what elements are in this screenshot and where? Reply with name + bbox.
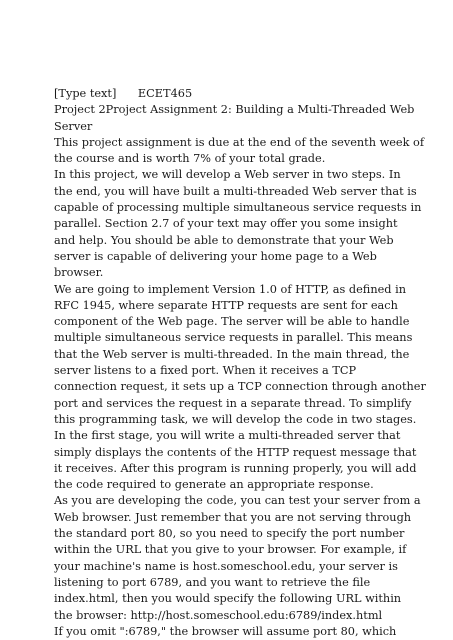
text-line: As you are developing the code, you can test your server from a (54, 494, 421, 508)
text-line: Web browser. Just remember that you are not serving through (54, 510, 412, 524)
text-line: server is capable of delivering your home page to a Web (54, 249, 377, 263)
text-line: RFC 1945, where separate HTTP requests are sent for each (54, 298, 398, 312)
text-line: In this project, we will develop a Web server in two steps. In (54, 168, 401, 182)
text-line: it receives. After this program is running properly, you will add (54, 461, 417, 475)
document-body (54, 86, 426, 640)
text-line: the standard port 80, so you need to specify the port number (54, 527, 405, 541)
text-line: browser. (54, 266, 104, 280)
text-line: listening to port 6789, and you want to retrieve the file (54, 575, 371, 589)
text-line: multiple simultaneous service requests in parallel. This means (54, 331, 413, 345)
text-line: component of the Web page. The server will be able to handle (54, 315, 410, 329)
text-line: index.html, then you would specify the following URL within (54, 592, 402, 606)
text-line: the browser: http://host.someschool.edu:6789/index.html (54, 608, 383, 622)
text-line: the course and is worth 7% of your total grade. (54, 152, 326, 166)
text-line: Server (54, 119, 93, 133)
text-line: [Type text] ECET465 (54, 87, 193, 100)
text-line: your machine's name is host.someschool.edu, your server is (54, 559, 398, 573)
text-line: the end, you will have built a multi-threaded Web server that is (54, 184, 417, 198)
text-line: This project assignment is due at the end of the seventh week of (54, 135, 425, 149)
text-line: port and services the request in a separate thread. To simplify (54, 396, 412, 410)
text-line: simply displays the contents of the HTTP request message that (54, 445, 417, 459)
text-line: In the first stage, you will write a multi-threaded server that (54, 429, 401, 443)
text-line: server listens to a fixed port. When it receives a TCP (54, 364, 357, 378)
text-line: connection request, it sets up a TCP connection through another (54, 380, 426, 394)
text-line: If you omit ":6789," the browser will assume port 80, which (54, 624, 397, 638)
text-line: the code required to generate an appropriate response. (54, 478, 374, 492)
text-line: this programming task, we will develop the code in two stages. (54, 412, 417, 426)
text-line: capable of processing multiple simultaneous service requests in (54, 201, 422, 215)
text-line: Project 2Project Assignment 2: Building a Multi-Threaded Web (54, 103, 415, 117)
text-line: We are going to implement Version 1.0 of HTTP, as defined in (54, 282, 407, 296)
text-line: and help. You should be able to demonstrate that your Web (54, 233, 394, 247)
text-line: within the URL that you give to your browser. For example, if (54, 543, 407, 557)
text-line: parallel. Section 2.7 of your text may offer you some insight (54, 217, 398, 231)
text-line: that the Web server is multi-threaded. In the main thread, the (54, 347, 410, 361)
